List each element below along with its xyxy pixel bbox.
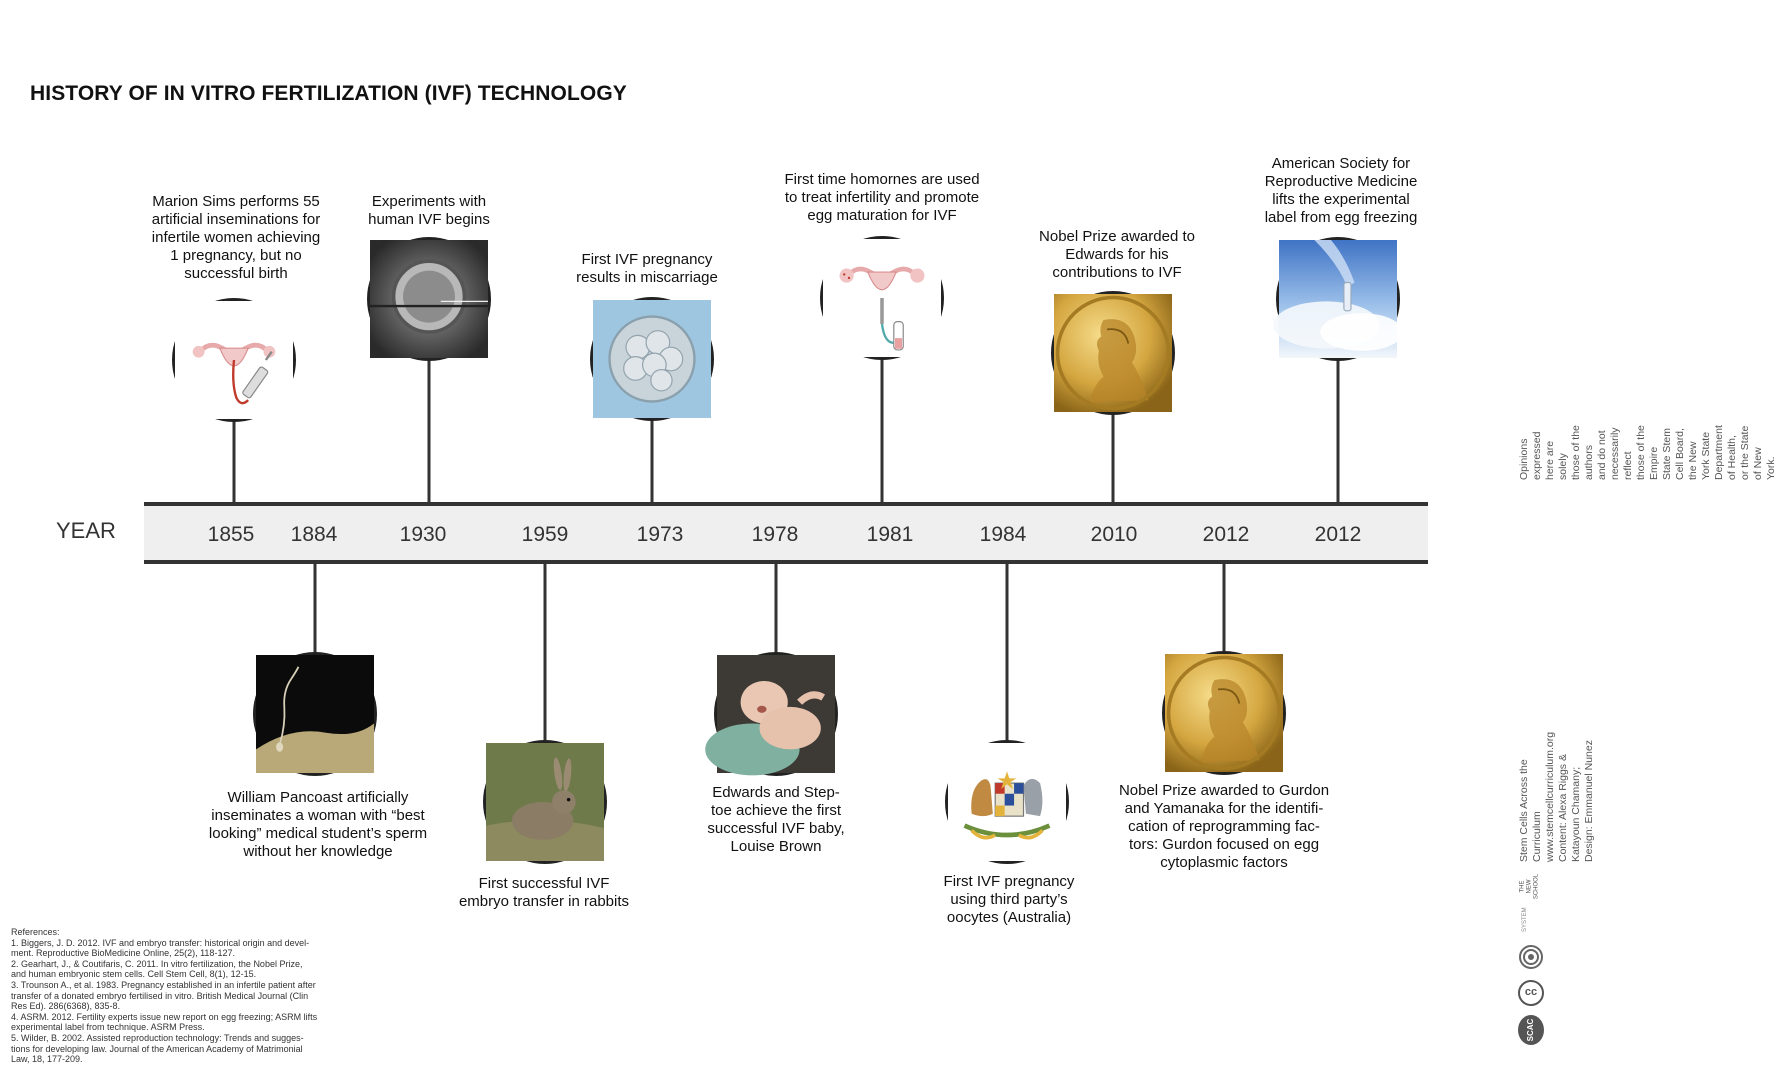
caption-1959: First successful IVF embryo transfer in rabbits bbox=[458, 875, 630, 910]
connector-1855 bbox=[233, 420, 236, 504]
rabbit-icon bbox=[483, 740, 607, 864]
connector-1930 bbox=[428, 358, 431, 504]
egg-freezing-icon bbox=[1276, 237, 1400, 361]
creative-commons-icon bbox=[1518, 980, 1544, 1006]
caption-1978: Edwards and Step- toe achieve the first successful IVF baby, Louise Brown bbox=[707, 784, 845, 855]
caption-2012-top: American Society for Reproductive Medicine lifts the experimental label from egg freezing bbox=[1264, 155, 1418, 226]
caption-1981: First time homornes are used to treat infertility and promote egg maturation for IVF bbox=[784, 171, 980, 224]
uterus-hormone-icon bbox=[820, 236, 944, 360]
year-2012-a: 2012 bbox=[1202, 523, 1250, 546]
year-1884: 1884 bbox=[290, 523, 338, 546]
connector-1978 bbox=[775, 564, 778, 656]
scac-logo-text: SCAC bbox=[1526, 1018, 1535, 1042]
year-1973: 1973 bbox=[636, 523, 684, 546]
system-logo-mark bbox=[1516, 942, 1546, 972]
caption-1855: Marion Sims performs 55 artificial inseminations for infertile women achieving 1 pregnancy, but no successful birth bbox=[151, 193, 321, 282]
connector-1984 bbox=[1006, 564, 1009, 744]
sperm-icon bbox=[253, 652, 377, 776]
cc-text: cc bbox=[1524, 986, 1538, 998]
year-1978: 1978 bbox=[751, 523, 799, 546]
credits: Stem Cells Across the Curriculum www.stemcellcurriculum.org Content: Alexa Riggs & Katayoun Chamany; Design: Emmanuel Nunez bbox=[1518, 731, 1595, 862]
reference-item: 2. Gearhart, J., & Coutifaris, C. 2011. In vitro fertilization, the Nobel Prize, and human embryonic stem cells. Cell Stem Cell, 8(1), 12-15. bbox=[11, 958, 303, 980]
year-1930: 1930 bbox=[399, 523, 447, 546]
disclaimer: Opinions expressed here are solely those of the authors and do not necessarily reflect those of the Empire State Stem Cell Board, the New York State Department of Health, or the State of New York. bbox=[1518, 425, 1777, 480]
reference-item: 4. ASRM. 2012. Fertility experts issue new report on egg freezing; ASRM lifts experimental label from technique. ASRM Press. bbox=[11, 1011, 318, 1033]
uterus-syringe-icon bbox=[172, 298, 296, 422]
nobel-medal-icon bbox=[1051, 291, 1175, 415]
system-logo-text: SYSTEM bbox=[1522, 907, 1528, 932]
year-1959: 1959 bbox=[521, 523, 569, 546]
connector-2012-bottom bbox=[1223, 564, 1226, 654]
connector-1981 bbox=[881, 356, 884, 504]
year-1984: 1984 bbox=[979, 523, 1027, 546]
baby-icon bbox=[714, 652, 838, 776]
system-logo bbox=[1516, 908, 1546, 972]
page-title: HISTORY OF IN VITRO FERTILIZATION (IVF) TECHNOLOGY bbox=[30, 82, 627, 105]
scac-logo bbox=[1518, 1015, 1544, 1045]
caption-1884: William Pancoast artificially inseminates a woman with “best looking” medical student’s sperm without her knowledge bbox=[208, 789, 428, 860]
caption-1930: Experiments with human IVF begins bbox=[368, 193, 490, 228]
caption-1973: First IVF pregnancy results in miscarriage bbox=[576, 251, 718, 286]
year-1981: 1981 bbox=[866, 523, 914, 546]
new-school-logo bbox=[1516, 866, 1544, 906]
nobel-medal-icon bbox=[1162, 651, 1286, 775]
connector-2010 bbox=[1112, 412, 1115, 504]
reference-item: 5. Wilder, B. 2002. Assisted reproduction technology: Trends and sugges- tions for developing law. Journal of the American Academy of Matrimonial Law, 18, 177-209. bbox=[11, 1032, 304, 1065]
reference-item: 1. Biggers, J. D. 2012. IVF and embryo transfer: historical origin and devel- ment. Reproductive BioMedicine Online, 25(2), 118-127. bbox=[11, 937, 310, 959]
connector-1959 bbox=[544, 564, 547, 744]
year-2012-b: 2012 bbox=[1314, 523, 1362, 546]
connector-2012-top bbox=[1337, 356, 1340, 504]
references-heading: References: bbox=[11, 927, 60, 937]
australia-coat-of-arms-icon bbox=[945, 740, 1069, 864]
year-1855: 1855 bbox=[207, 523, 255, 546]
caption-2010: Nobel Prize awarded to Edwards for his contributions to IVF bbox=[1039, 228, 1195, 281]
new-school-logo-text: THE NEW SCHOOL bbox=[1519, 873, 1540, 900]
connector-1884 bbox=[314, 564, 317, 656]
references bbox=[11, 927, 341, 1065]
caption-2012-bottom: Nobel Prize awarded to Gurdon and Yamanaka for the identifi- cation of reprogramming fac- tors: Gurdon focused on egg cytoplasmic factors bbox=[1118, 782, 1330, 871]
reference-item: 3. Trounson A., et al. 1983. Pregnancy established in an infertile patient after transfer of a donated embryo fertilised in vitro. British Medical Journal (Clin Res Ed). 286(6368), 835-8. bbox=[11, 979, 316, 1012]
year-2010: 2010 bbox=[1090, 523, 1138, 546]
caption-1984: First IVF pregnancy using third party’s oocytes (Australia) bbox=[943, 873, 1075, 926]
year-axis-label: YEAR bbox=[56, 518, 116, 543]
embryo-cells-icon bbox=[590, 297, 714, 421]
connector-1973 bbox=[651, 418, 654, 504]
oocyte-micrograph-icon bbox=[367, 237, 491, 361]
